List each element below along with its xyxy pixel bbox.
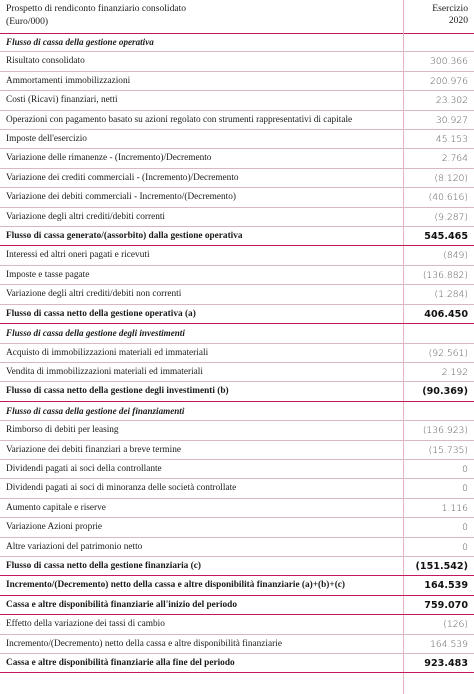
subtotal-row xyxy=(0,654,474,673)
line-item-label: Vendita di immobilizzazioni materiali ed immateriali xyxy=(6,366,203,377)
line-item-value: 759.070 xyxy=(424,599,468,611)
line-item-row xyxy=(0,499,474,518)
line-item-label: Cassa e altre disponibilità finanziarie all'inizio del periodo xyxy=(6,599,237,610)
line-item-label: Interessi ed altri oneri pagati e ricevuti xyxy=(6,250,150,261)
subtotal-row xyxy=(0,382,474,401)
line-item-label: Imposte e tasse pagate xyxy=(6,269,90,280)
line-item-row xyxy=(0,538,474,557)
line-item-value: 164.539 xyxy=(430,638,468,650)
subtotal-row xyxy=(0,557,474,576)
line-item-label: Flusso di cassa netto della gestione degli investimenti (b) xyxy=(6,386,229,397)
line-item-label: Cassa e altre disponibilità finanziarie alla fine del periodo xyxy=(6,658,235,668)
line-item-row xyxy=(0,635,474,654)
line-item-row xyxy=(0,169,474,188)
line-item-value: (136.923) xyxy=(422,425,468,437)
line-item-value: (136.882) xyxy=(422,269,468,281)
subtotal-row xyxy=(0,305,474,324)
column-header-year-value: 2020 xyxy=(448,15,468,26)
line-item-label: Dividendi pagati ai soci di minoranza delle società controllate xyxy=(6,483,237,494)
line-item-row xyxy=(0,479,474,498)
line-item-value: (126) xyxy=(443,619,468,631)
line-item-label: Variazione dei crediti commerciali - (Incremento)/Decremento xyxy=(6,172,239,183)
line-item-row xyxy=(0,72,474,91)
line-item-label: Variazione degli altri crediti/debiti correnti xyxy=(6,211,166,222)
line-item-row xyxy=(0,130,474,149)
line-item-value: 30.927 xyxy=(435,114,468,126)
line-item-row xyxy=(0,344,474,363)
line-item-value: 0 xyxy=(462,541,468,553)
section-header-row xyxy=(0,402,474,421)
line-item-label: Flusso di cassa della gestione degli investimenti xyxy=(6,328,185,339)
statement-rows xyxy=(0,33,474,673)
line-item-row xyxy=(0,52,474,71)
line-item-value: (92.561) xyxy=(428,347,468,359)
line-item-value: (9.287) xyxy=(434,211,468,223)
line-item-row xyxy=(0,266,474,285)
line-item-value: 300.366 xyxy=(430,56,468,68)
line-item-value: (849) xyxy=(443,250,468,262)
line-item-row xyxy=(0,188,474,207)
line-item-row xyxy=(0,149,474,168)
line-item-row xyxy=(0,208,474,227)
line-item-value: 200.976 xyxy=(430,75,468,87)
subtotal-row xyxy=(0,596,474,615)
subtotal-row xyxy=(0,227,474,246)
line-item-label: Acquisto di immobilizzazioni materiali ed immateriali xyxy=(6,347,209,358)
line-item-value: 0 xyxy=(462,463,468,475)
line-item-label: Imposte dell'esercizio xyxy=(6,134,87,145)
line-item-row xyxy=(0,246,474,265)
line-item-row xyxy=(0,363,474,382)
line-item-value: 545.465 xyxy=(424,231,468,243)
line-item-label: Risultato consolidato xyxy=(6,56,85,67)
section-header-row xyxy=(0,324,474,343)
column-header-year xyxy=(398,3,468,27)
line-item-row xyxy=(0,91,474,110)
line-item-label: Incremento/(Decremento) netto della cassa e altre disponibilità finanziarie xyxy=(6,638,282,649)
line-item-label: Variazione degli altri crediti/debiti non correnti xyxy=(6,289,182,300)
line-item-label: Incremento/(Decremento) netto della cassa e altre disponibilità finanziarie (a)+(b)+(c) xyxy=(6,580,346,591)
line-item-row xyxy=(0,441,474,460)
line-item-label: Variazione delle rimanenze - (Incremento)/Decremento xyxy=(6,153,212,164)
line-item-label: Flusso di cassa della gestione operativa xyxy=(6,37,154,47)
line-item-value: (8.120) xyxy=(434,172,468,184)
line-item-label: Variazione Azioni proprie xyxy=(6,522,103,533)
line-item-value: 0 xyxy=(462,522,468,534)
line-item-value: (15.735) xyxy=(428,444,468,456)
line-item-value: 1.116 xyxy=(441,502,468,514)
line-item-row xyxy=(0,518,474,537)
line-item-value: (151.542) xyxy=(415,560,468,572)
line-item-value: 0 xyxy=(462,483,468,495)
line-item-value: (1.284) xyxy=(434,289,468,301)
line-item-label: Effetto della variazione dei tassi di cambio xyxy=(6,619,165,630)
line-item-label: Costi (Ricavi) finanziari, netti xyxy=(6,95,118,106)
line-item-label: Flusso di cassa generato/(assorbito) dalla gestione operativa xyxy=(6,231,243,242)
line-item-label: Operazioni con pagamento basato su azioni regolato con strumenti rappresentativi di capitale xyxy=(6,114,353,125)
line-item-label: Rimborso di debiti per leasing xyxy=(6,425,119,436)
subtotal-row xyxy=(0,576,474,595)
line-item-value: (90.369) xyxy=(422,386,468,398)
line-item-value: 923.483 xyxy=(424,658,468,669)
line-item-value: 23.302 xyxy=(435,95,468,107)
line-item-row xyxy=(0,615,474,634)
line-item-value: 2.764 xyxy=(441,153,468,165)
column-header-label: Esercizio xyxy=(432,3,468,14)
line-item-value: 406.450 xyxy=(424,308,468,320)
line-item-row xyxy=(0,285,474,304)
line-item-label: Dividendi pagati ai soci della controllante xyxy=(6,463,162,474)
line-item-label: Flusso di cassa netto della gestione operativa (a) xyxy=(6,308,196,319)
line-item-label: Aumento capitale e riserve xyxy=(6,502,106,513)
line-item-value: 2.192 xyxy=(441,366,468,378)
line-item-label: Flusso di cassa della gestione dei finanziamenti xyxy=(6,405,185,416)
line-item-row xyxy=(0,111,474,130)
line-item-row xyxy=(0,421,474,440)
line-item-label: Variazione dei debiti commerciali - Incremento/(Decremento) xyxy=(6,192,236,203)
line-item-value: (40.616) xyxy=(428,192,468,204)
line-item-value: 45.153 xyxy=(435,134,468,146)
statement-unit: (Euro/000) xyxy=(6,16,49,27)
line-item-label: Ammortamenti immobilizzazioni xyxy=(6,75,131,86)
line-item-label: Altre variazioni del patrimonio netto xyxy=(6,541,143,552)
line-item-label: Variazione dei debiti finanziari a breve termine xyxy=(6,444,182,455)
line-item-value: 164.539 xyxy=(424,580,468,592)
statement-title: Prospetto di rendiconto finanziario consolidato xyxy=(6,3,187,14)
section-header-row xyxy=(0,33,474,52)
line-item-label: Flusso di cassa netto della gestione finanziaria (c) xyxy=(6,560,201,571)
line-item-row xyxy=(0,460,474,479)
